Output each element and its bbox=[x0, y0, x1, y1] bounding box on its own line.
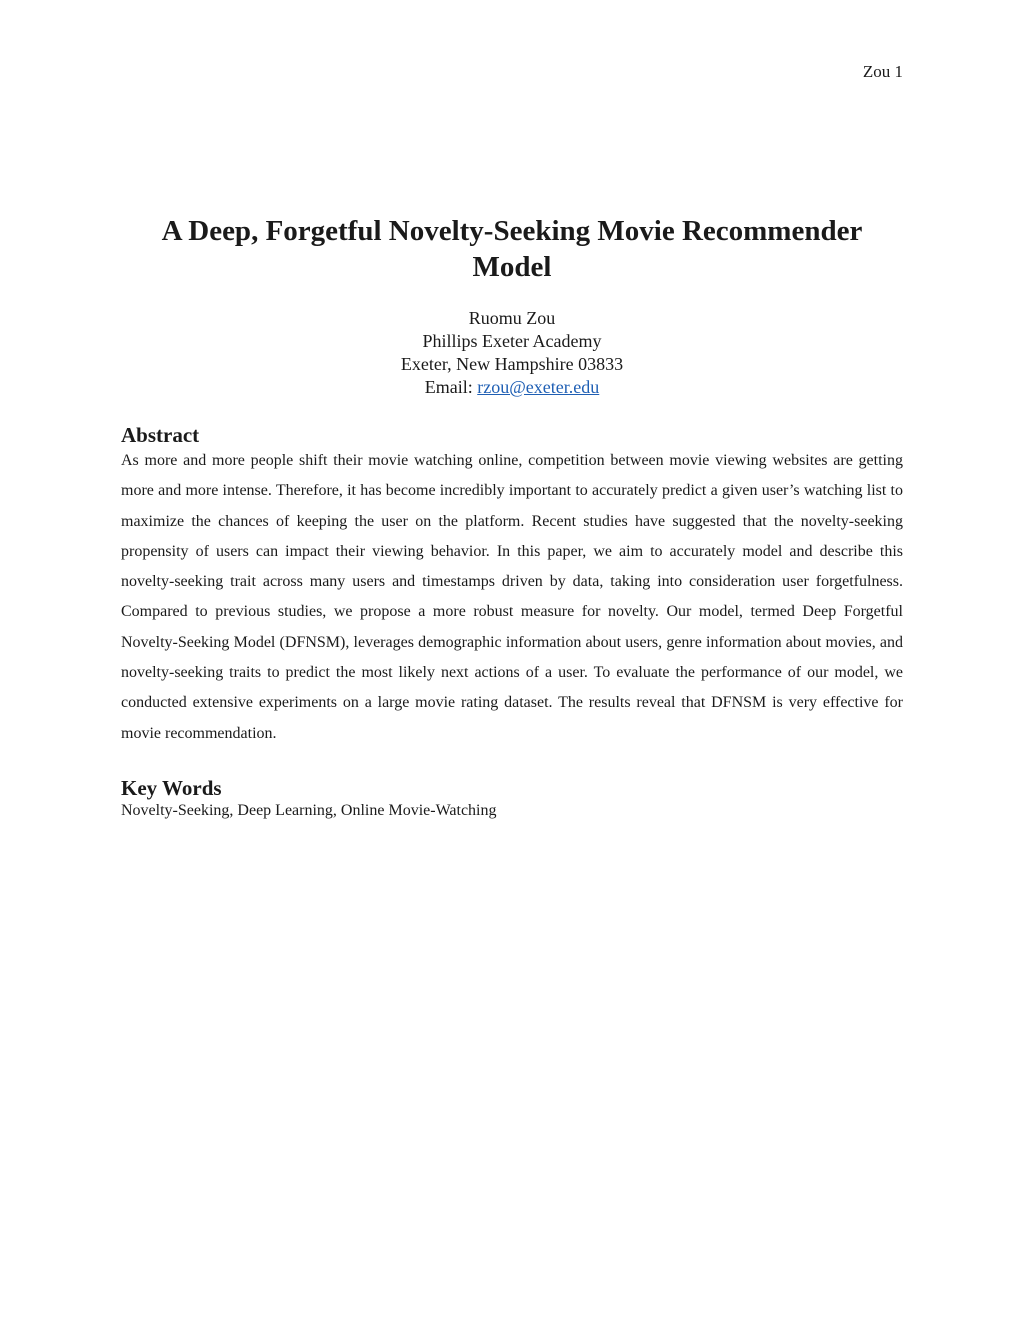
author-name: Ruomu Zou bbox=[468, 308, 556, 328]
author-institution: Phillips Exeter Academy bbox=[422, 331, 602, 351]
paper-title: A Deep, Forgetful Novelty-Seeking Movie Recommender Model bbox=[161, 215, 863, 283]
abstract-heading: Abstract bbox=[121, 423, 200, 447]
author-address: Exeter, New Hampshire 03833 bbox=[400, 354, 624, 374]
author-email bbox=[121, 376, 903, 399]
email-link[interactable]: rzou@exeter.edu bbox=[477, 377, 600, 397]
running-header: Zou 1 bbox=[862, 62, 903, 81]
keywords-heading: Key Words bbox=[121, 776, 222, 800]
keywords-list: Novelty-Seeking, Deep Learning, Online Movie-Watching bbox=[121, 802, 497, 819]
author-block bbox=[121, 307, 903, 399]
abstract-body: As more and more people shift their movie watching online, competition between movie viewing websites are getting more and more intense. Therefore, it has become incredibly important to accurately predict a given user’s watching list to maximize the chances of keeping the user on the platform. Recent studies have suggested that the novelty-seeking propensity of users can impact their viewing behavior. In this paper, we aim to accurately model and describe this novelty-seeking trait across many users and timestamps driven by data, taking into consideration user forgetfulness. Compared to previous studies, we propose a more robust measure for novelty. Our model, termed Deep Forgetful Novelty-Seeking Model (DFNSM), leverages demographic information about users, genre information about movies, and novelty-seeking traits to predict the most likely next actions of a user. To evaluate the performance of our model, we conducted extensive experiments on a large movie rating dataset. The results reveal that DFNSM is very effective for movie recommendation. bbox=[121, 452, 903, 742]
email-label: Email: bbox=[424, 377, 478, 397]
